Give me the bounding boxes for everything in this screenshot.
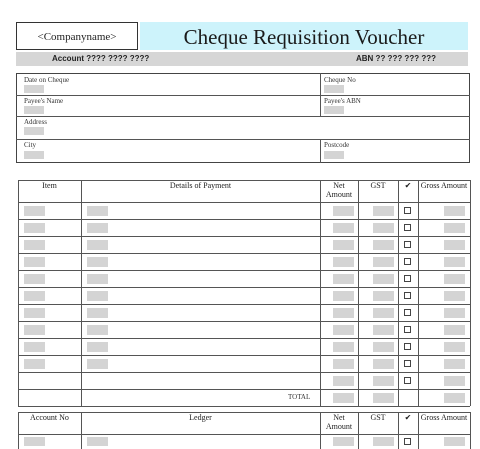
payment-row-1-gst-field[interactable] (373, 206, 394, 216)
ledger-name-field[interactable] (87, 437, 108, 446)
total-net-field[interactable] (333, 393, 354, 403)
row-divider (18, 372, 470, 373)
payment-row-6-details-field[interactable] (87, 291, 108, 301)
payment-row-11-gross-field[interactable] (444, 376, 465, 386)
date-on-cheque-label: Date on Cheque (24, 76, 70, 84)
payment-header-net-amount: Net Amount (325, 181, 353, 199)
payment-row-1-net-field[interactable] (333, 206, 354, 216)
ledger-gst-field[interactable] (373, 437, 394, 446)
payment-row-2-net-field[interactable] (333, 223, 354, 233)
company-name: <Companyname> (37, 31, 117, 43)
payment-row-4-item-field[interactable] (24, 257, 45, 267)
table-border (320, 412, 321, 449)
payment-row-6-checkbox[interactable] (404, 292, 411, 299)
address-field[interactable] (24, 127, 44, 135)
divider (320, 139, 321, 163)
table-border (320, 180, 321, 406)
row-divider (18, 236, 470, 237)
ledger-gross-field[interactable] (444, 437, 465, 446)
payment-row-5-gross-field[interactable] (444, 274, 465, 284)
divider (16, 116, 470, 117)
payment-row-8-checkbox[interactable] (404, 326, 411, 333)
payment-row-4-checkbox[interactable] (404, 258, 411, 265)
payment-row-7-details-field[interactable] (87, 308, 108, 318)
table-border (470, 412, 471, 449)
table-border (18, 406, 470, 407)
payment-row-7-gst-field[interactable] (373, 308, 394, 318)
payees-name-label: Payee's Name (24, 97, 64, 105)
payment-row-2-details-field[interactable] (87, 223, 108, 233)
table-border (398, 180, 399, 406)
ledger-checkbox[interactable] (404, 438, 411, 445)
cheque-no-field[interactable] (324, 85, 344, 93)
ledger-header-details: Ledger (189, 413, 212, 422)
payment-row-1-checkbox[interactable] (404, 207, 411, 214)
table-border (18, 434, 470, 435)
payment-row-5-details-field[interactable] (87, 274, 108, 284)
city-label: City (24, 141, 37, 149)
payment-header-check: ✔ (404, 181, 412, 190)
payment-row-6-item-field[interactable] (24, 291, 45, 301)
payment-row-6-gst-field[interactable] (373, 291, 394, 301)
payment-row-7-net-field[interactable] (333, 308, 354, 318)
table-border (18, 412, 19, 449)
payment-row-3-net-field[interactable] (333, 240, 354, 250)
divider (320, 73, 321, 116)
payees-name-field[interactable] (24, 106, 44, 114)
table-border (81, 180, 82, 406)
payment-row-11-gst-field[interactable] (373, 376, 394, 386)
payment-row-4-gross-field[interactable] (444, 257, 465, 267)
payment-row-11-checkbox[interactable] (404, 377, 411, 384)
table-border (398, 412, 399, 449)
payment-row-9-details-field[interactable] (87, 342, 108, 352)
payment-row-9-checkbox[interactable] (404, 343, 411, 350)
table-border (358, 180, 359, 406)
row-divider (18, 304, 470, 305)
payment-row-3-gst-field[interactable] (373, 240, 394, 250)
cheque-no-label: Cheque No (324, 76, 356, 84)
payment-row-3-gross-field[interactable] (444, 240, 465, 250)
date-on-cheque-field[interactable] (24, 85, 44, 93)
ledger-header-gross-amount: Gross Amount (420, 413, 468, 422)
payment-row-8-details-field[interactable] (87, 325, 108, 335)
payment-row-2-checkbox[interactable] (404, 224, 411, 231)
payment-row-1-details-field[interactable] (87, 206, 108, 216)
payment-row-5-gst-field[interactable] (373, 274, 394, 284)
row-divider (18, 355, 470, 356)
table-border (418, 180, 419, 406)
payment-row-6-net-field[interactable] (333, 291, 354, 301)
payment-row-6-gross-field[interactable] (444, 291, 465, 301)
cheque-details-box (16, 73, 470, 163)
payment-row-5-checkbox[interactable] (404, 275, 411, 282)
ledger-header-check: ✔ (404, 413, 412, 422)
row-divider (18, 253, 470, 254)
payment-row-10-gst-field[interactable] (373, 359, 394, 369)
row-divider (18, 219, 470, 220)
abn-number: ABN ?? ??? ??? ??? (356, 54, 436, 63)
table-border (470, 180, 471, 406)
row-divider (18, 270, 470, 271)
payment-row-10-gross-field[interactable] (444, 359, 465, 369)
payment-row-5-item-field[interactable] (24, 274, 45, 284)
payment-row-5-net-field[interactable] (333, 274, 354, 284)
postcode-field[interactable] (324, 151, 344, 159)
payment-row-2-gross-field[interactable] (444, 223, 465, 233)
payment-row-10-checkbox[interactable] (404, 360, 411, 367)
payment-row-7-item-field[interactable] (24, 308, 45, 318)
table-border (358, 412, 359, 449)
city-field[interactable] (24, 151, 44, 159)
row-divider (18, 389, 470, 390)
company-name-box (16, 22, 138, 50)
divider (16, 95, 470, 96)
postcode-label: Postcode (324, 141, 350, 149)
payment-row-10-details-field[interactable] (87, 359, 108, 369)
total-gross-field[interactable] (444, 393, 465, 403)
payment-row-10-net-field[interactable] (333, 359, 354, 369)
payees-abn-field[interactable] (324, 106, 344, 114)
ledger-header-net-amount: Net Amount (325, 413, 353, 431)
payment-row-2-gst-field[interactable] (373, 223, 394, 233)
payment-row-10-item-field[interactable] (24, 359, 45, 369)
ledger-header-item: Account No (30, 413, 69, 422)
document-title: Cheque Requisition Voucher (183, 25, 425, 49)
payment-row-7-checkbox[interactable] (404, 309, 411, 316)
table-border (18, 180, 19, 406)
ledger-header-gst: GST (370, 413, 386, 422)
payment-row-3-item-field[interactable] (24, 240, 45, 250)
payment-row-8-gross-field[interactable] (444, 325, 465, 335)
payment-row-11-net-field[interactable] (333, 376, 354, 386)
payment-row-4-net-field[interactable] (333, 257, 354, 267)
payment-row-8-net-field[interactable] (333, 325, 354, 335)
payment-row-9-net-field[interactable] (333, 342, 354, 352)
payment-row-3-checkbox[interactable] (404, 241, 411, 248)
total-label: TOTAL (288, 393, 311, 401)
payment-row-4-details-field[interactable] (87, 257, 108, 267)
ledger-account-field[interactable] (24, 437, 45, 446)
divider (16, 139, 470, 140)
payees-abn-label: Payee's ABN (324, 97, 361, 105)
payment-row-7-gross-field[interactable] (444, 308, 465, 318)
table-border (418, 412, 419, 449)
payment-row-9-item-field[interactable] (24, 342, 45, 352)
payment-row-8-gst-field[interactable] (373, 325, 394, 335)
table-border (18, 202, 470, 203)
payment-header-item: Item (42, 181, 57, 190)
payment-row-8-item-field[interactable] (24, 325, 45, 335)
payment-header-gross-amount: Gross Amount (420, 181, 468, 190)
row-divider (18, 287, 470, 288)
account-number: Account ???? ???? ???? (52, 54, 150, 63)
table-border (81, 412, 82, 449)
ledger-net-field[interactable] (333, 437, 354, 446)
row-divider (18, 321, 470, 322)
payment-row-1-item-field[interactable] (24, 206, 45, 216)
payment-row-9-gst-field[interactable] (373, 342, 394, 352)
payment-row-2-item-field[interactable] (24, 223, 45, 233)
payment-row-9-gross-field[interactable] (444, 342, 465, 352)
payment-header-details: Details of Payment (169, 181, 232, 190)
payment-header-gst: GST (370, 181, 386, 190)
row-divider (18, 338, 470, 339)
payment-row-1-gross-field[interactable] (444, 206, 465, 216)
address-label: Address (24, 118, 47, 126)
payment-row-4-gst-field[interactable] (373, 257, 394, 267)
total-gst-field[interactable] (373, 393, 394, 403)
payment-row-3-details-field[interactable] (87, 240, 108, 250)
